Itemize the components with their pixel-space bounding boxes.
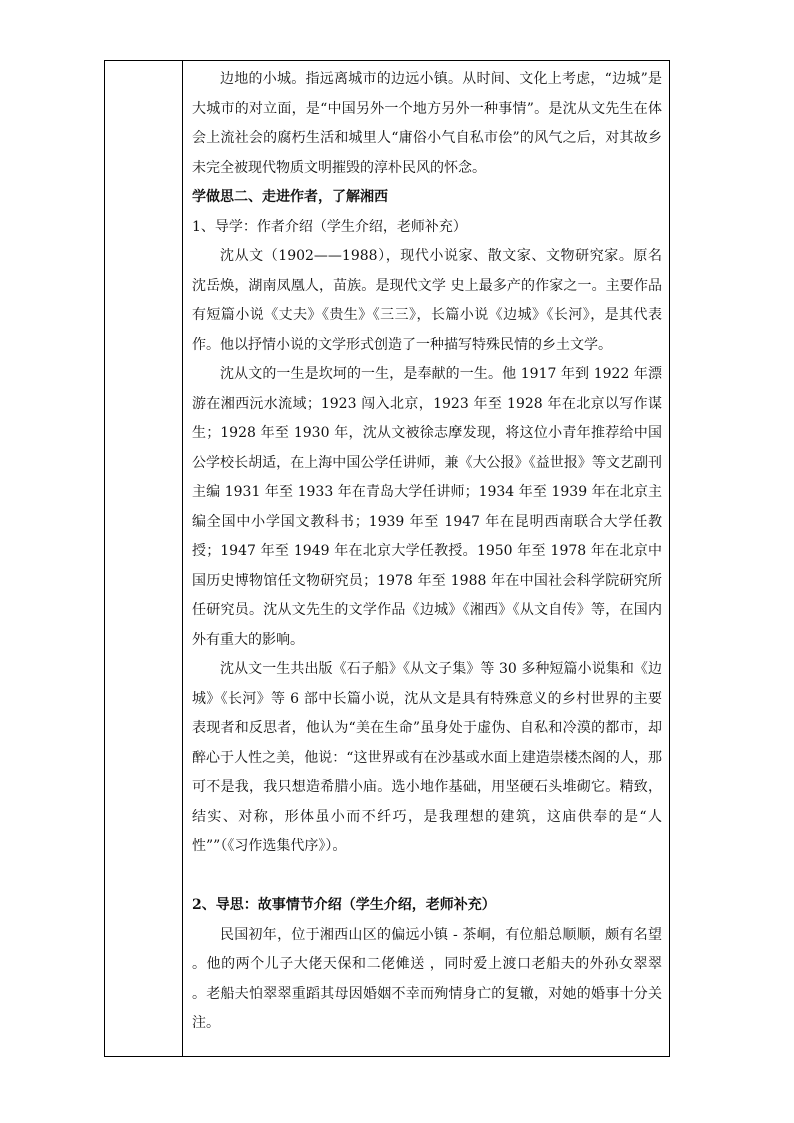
- paragraph-author-life: 沈从文的一生是坎坷的一生，是奉献的一生。他 1917 年到 1922 年漂游在湘西沅水流域；1923 闯入北京，1923 年至 1928 年在北京以写作谋生；1928 年至 1930 年，沈从文被徐志摩发现，将这位小青年推荐给中国公学校长胡适，在上海中国公学任讲师，兼《大公报》《益世报》等文艺副刊主编 1931 年至 1933 年在青岛大学任讲师；1934 年至 1939 年在北京主编全国中小学国文教科书；1939 年至 1947 年在昆明西南联合大学任教授；1947 年至 1949 年在北京大学任教授。1950 年至 1978 年在北京中国历史博物馆任文物研究员；1978 年至 1988 年在中国社会科学院研究所任研究员。沈从文先生的文学作品《边城》《湘西》《从文自传》等，在国内外有重大的影响。: [192, 366, 662, 648]
- paragraph-author-works: 沈从文一生共出版《石子船》《从文子集》等 30 多种短篇小说集和《边城》《长河》等 6 部中长篇小说，沈从文是具有特殊意义的乡村世界的主要表现者和反思者，他认为“美在生命”虽身处于虚伪、自私和冷漠的都市，却醉心于人性之美，他说：“这世界或有在沙基或水面上建造崇楼杰阁的人，那可不是我，我只想造希腊小庙。选小地作基础，用坚硬石头堆砌它。精致，结实、对称，形体虽小而不纤巧，是我理想的建筑，这庙供奉的是“人性””（《习作选集代序》）。: [192, 661, 662, 854]
- paragraph-plot-summary: 民国初年，位于湘西山区的偏远小镇 - 茶峒，有位船总顺顺，颇有名望 。他的两个儿子大佬天保和二佬傩送 ，同时爱上渡口老船夫的外孙女翠翠 。老船夫怕翠翠重蹈其母因婚姻不幸而殉情身亡的复辙，对她的婚事十分关注。: [192, 926, 662, 1031]
- content-cell: [192, 61, 662, 1039]
- blank-line: [192, 862, 662, 892]
- subheading-daoxue: 1、导学：作者介绍（学生介绍，老师补充）: [192, 218, 467, 235]
- subheading-daosi: 2、导思：故事情节介绍（学生介绍，老师补充）: [192, 897, 496, 913]
- lesson-table: [104, 60, 670, 1057]
- paragraph-biancheng-definition: 边地的小城。指远离城市的边远小镇。从时间、文化上考虑，“边城”是大城市的对立面，是“中国另外一个地方另外一种事情”。是沈从文先生在体会上流社会的腐朽生活和城里人“庸俗小气自私市侩”的风气之后，对其故乡未完全被现代物质文明摧毁的淳朴民风的怀念。: [192, 71, 662, 176]
- section-heading-xuezuosi: 学做思二、走进作者，了解湘西: [192, 189, 388, 205]
- paragraph-author-intro: 沈从文（1902——1988），现代小说家、散文家、文物研究家。原名沈岳焕，湖南凤凰人，苗族。是现代文学 史上最多产的作家之一。主要作品有短篇小说《丈夫》《贵生》《三三》，长篇小说《边城》《长河》，是其代表作。他以抒情小说的文学形式创造了一种描写特殊民情的乡土文学。: [192, 248, 662, 353]
- left-column-cell: [105, 61, 183, 1056]
